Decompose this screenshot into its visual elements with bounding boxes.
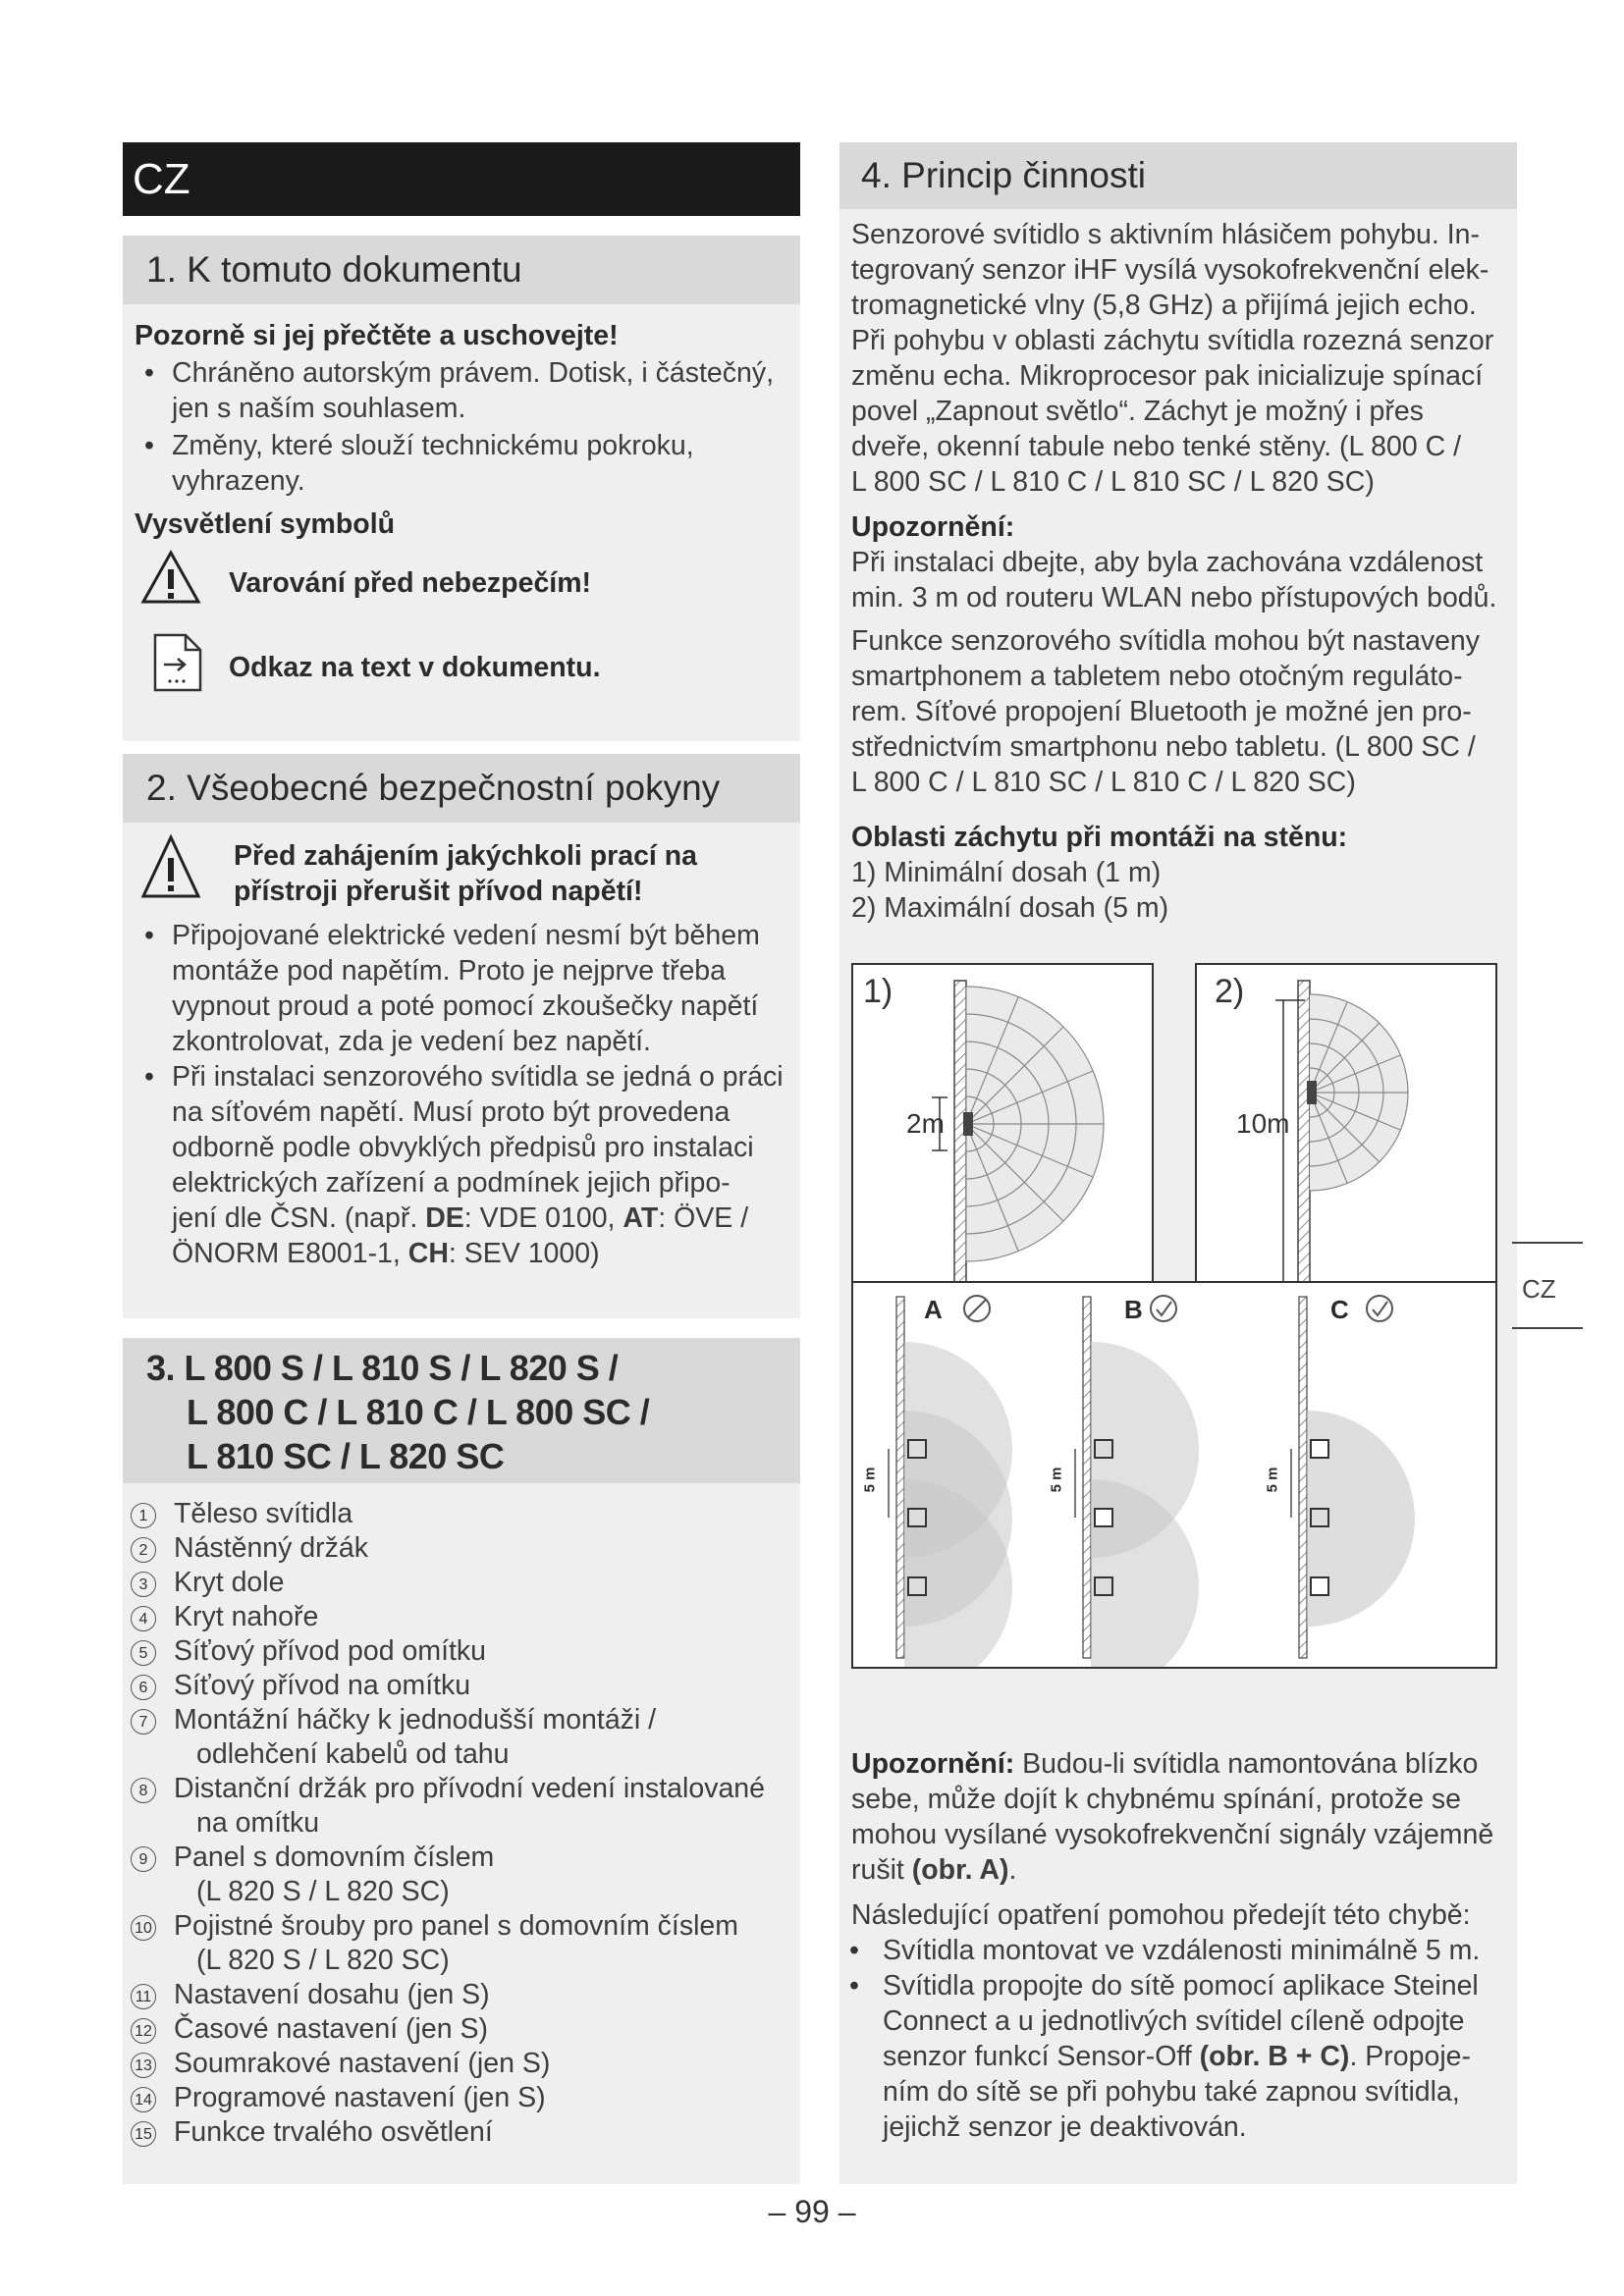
- section-1-intro: Pozorně si jej přečtěte a uschovejte!: [135, 320, 619, 351]
- section-1-bullets: [135, 355, 788, 499]
- warning-icon: [140, 834, 201, 904]
- item-number-icon: 14: [131, 2087, 156, 2112]
- section-models: [123, 1338, 800, 2184]
- item-number-icon: 11: [131, 1984, 156, 2009]
- list-item: [131, 1909, 792, 1978]
- item-text: odlehčení kabelů od tahu: [196, 1738, 510, 1770]
- radar-fan-icon: [966, 987, 1104, 1261]
- figure-interference: [851, 1281, 1497, 1669]
- document-reference-icon: [152, 632, 203, 698]
- item-text: Síťový přívod pod omítku: [174, 1635, 487, 1667]
- list-item: [131, 1772, 792, 1841]
- item-text: Časové nastavení (jen S): [174, 2013, 488, 2045]
- list-item: • Svítidla montovat ve vzdálenosti minimálně 5 m.: [839, 1933, 1517, 1968]
- list-item: [131, 1703, 792, 1772]
- list-item: [131, 1669, 792, 1703]
- symbols-title: Vysvětlení symbolů: [135, 508, 396, 540]
- list-item: [131, 2115, 792, 2150]
- item-number-icon: 1: [131, 1503, 156, 1528]
- item-number-icon: 3: [131, 1572, 156, 1597]
- distance-label-a: 5 m: [861, 1467, 879, 1493]
- list-item: [131, 1566, 792, 1600]
- list-item: • Svítidla propojte do sítě pomocí aplikace Steinel Connect a u jednotlivých svítidel cíleně odpojte senzor funkcí Sensor-Off (obr. B + C). Propoje- ním do sítě se při pohybu také zapnou svítidla, jejichž senzor je deaktivován.: [839, 1968, 1517, 2145]
- item-text: Montážní háčky k jednodušší montáži /: [174, 1704, 657, 1735]
- section-3-title: 3. L 800 S / L 810 S / L 820 S / L 800 C / L 810 C / L 800 SC / L 810 SC / L 820 SC: [123, 1338, 800, 1483]
- lang-header: [123, 142, 800, 216]
- interference-note: Upozornění: Budou-li svítidla namontována blízko sebe, může dojít k chybnému spínání, protože se mohou vysílané vysokofrekvenční signály vzájemně rušit (obr. A).: [851, 1748, 1494, 1886]
- list-item: [131, 1600, 792, 1634]
- item-text: Síťový přívod na omítku: [174, 1670, 471, 1701]
- figure-1-label: 1): [863, 973, 893, 1010]
- parts-list: [123, 1483, 800, 2150]
- list-item: • Chráněno autorským právem. Dotisk, i částečný, jen s naším souhlasem.: [135, 355, 788, 426]
- list-item: [131, 1497, 792, 1531]
- item-text: Kryt nahoře: [174, 1601, 319, 1632]
- item-text: Soumrakové nastavení (jen S): [174, 2048, 551, 2079]
- section-operating-principle: [839, 142, 1517, 2184]
- section-1-title: 1. K tomuto dokumentu: [123, 236, 800, 304]
- figure-2-height: 10m: [1236, 1108, 1290, 1139]
- detection-areas: Oblasti záchytu při montáži na stěnu: 1) Minimální dosah (1 m) 2) Maximální dosah (5 m): [851, 822, 1348, 924]
- symbol-warning-label: Varování před nebezpečím!: [229, 567, 592, 599]
- section-2-title: 2. Všeobecné bezpečnostní pokyny: [123, 754, 800, 823]
- item-text: Nastavení dosahu (jen S): [174, 1979, 490, 2010]
- list-item: • Připojované elektrické vedení nesmí být během montáže pod napětím. Proto je nejprve třeba vypnout proud a poté pomocí zkoušečky napětí zkontrolovat, zda je vedení bez napětí.: [135, 918, 792, 1059]
- item-text: na omítku: [196, 1807, 320, 1839]
- item-text: Distanční držák pro přívodní vedení instalované: [174, 1773, 766, 1804]
- item-number-icon: 8: [131, 1778, 156, 1803]
- item-text: Programové nastavení (jen S): [174, 2082, 546, 2113]
- safety-warning: Před zahájením jakýchkoli prací na přístroji přerušit přívod napětí!: [234, 840, 698, 907]
- distance-label-b: 5 m: [1048, 1467, 1065, 1493]
- item-number-icon: 6: [131, 1675, 156, 1700]
- item-text: Funkce trvalého osvětlení: [174, 2116, 493, 2148]
- item-text: Panel s domovním číslem: [174, 1842, 495, 1873]
- figure-b-label: B: [1124, 1295, 1143, 1324]
- bluetooth-paragraph: Funkce senzorového svítidla mohou být nastaveny smartphonem a tabletem nebo otočným reguláto- rem. Síťové propojení Bluetooth je možné jen pro- střednictvím smartphonu nebo tabletu. (L 800 SC / L 800 C / L 810 SC / L 810 C / L 820 SC): [851, 625, 1481, 798]
- section-safety: [123, 754, 800, 1318]
- list-item: [131, 1978, 792, 2012]
- section-4-title: 4. Princip činnosti: [839, 142, 1517, 209]
- item-text: Těleso svítidla: [174, 1498, 353, 1529]
- lang-header-label: CZ: [133, 155, 190, 203]
- item-text: Pojistné šrouby pro panel s domovním číslem: [174, 1910, 739, 1942]
- item-text: (L 820 S / L 820 SC): [196, 1876, 450, 1907]
- distance-label-c: 5 m: [1264, 1467, 1281, 1493]
- list-item: [131, 2081, 792, 2115]
- item-number-icon: 5: [131, 1640, 156, 1666]
- measures-intro: Následující opatření pomohou předejít této chybě:: [851, 1899, 1471, 1931]
- item-number-icon: 13: [131, 2053, 156, 2078]
- page-number: – 99 –: [768, 2194, 856, 2229]
- item-number-icon: 10: [131, 1915, 156, 1941]
- interference-diagram: [853, 1283, 1495, 1667]
- safety-bullets: [135, 918, 792, 1271]
- item-number-icon: 2: [131, 1537, 156, 1563]
- measures-list: [839, 1933, 1517, 2145]
- item-number-icon: 15: [131, 2121, 156, 2147]
- section-about-document: [123, 236, 800, 741]
- figure-2-label: 2): [1215, 973, 1245, 1010]
- side-tab-top-line: [1512, 1242, 1583, 1244]
- figure-1-height: 2m: [906, 1108, 945, 1139]
- list-item: [131, 1841, 792, 1909]
- list-item: [131, 1634, 792, 1669]
- list-item: • Změny, které slouží technickému pokroku, vyhrazeny.: [135, 428, 788, 499]
- item-number-icon: 7: [131, 1709, 156, 1735]
- item-text: (L 820 S / L 820 SC): [196, 1945, 450, 1976]
- check-icon: [1367, 1296, 1392, 1321]
- item-number-icon: 9: [131, 1846, 156, 1872]
- figure-c-label: C: [1330, 1295, 1349, 1324]
- item-number-icon: 4: [131, 1606, 156, 1631]
- item-text: Nástěnný držák: [174, 1532, 369, 1564]
- item-number-icon: 12: [131, 2018, 156, 2044]
- symbol-reference-label: Odkaz na text v dokumentu.: [229, 652, 601, 683]
- warning-icon: [140, 550, 201, 610]
- list-item: • Při instalaci senzorového svítidla se jedná o práci na síťovém napětí. Musí proto být provedena odborně podle obvyklých předpisů pro instalaci elektrických zařízení a podmínek jejich připo- jení dle ČSN. (např. DE: VDE 0100, AT: ÖVE / ÖNORM E8001-1, CH: SEV 1000): [135, 1059, 792, 1271]
- list-item: [131, 1531, 792, 1566]
- wlan-note: Upozornění: Při instalaci dbejte, aby byla zachována vzdálenost min. 3 m od routeru WLAN nebo přístupových bodů.: [851, 511, 1497, 614]
- principle-paragraph: Senzorové svítidlo s aktivním hlásičem pohybu. In- tegrovaný senzor iHF vysílá vysokofrekvenční elek- tromagnetické vlny (5,8 GHz) a přijímá jejich echo. Při pohybu v oblasti záchytu svítidla rozezná senzor změnu echa. Mikroprocesor pak inicializuje spínací povel „Zapnout světlo“. Záchyt je možný i přes dveře, okenní tabule nebo tenké stěny. (L 800 C / L 800 SC / L 810 C / L 810 SC / L 820 SC): [851, 219, 1494, 498]
- side-tab-bottom-line: [1512, 1327, 1583, 1329]
- list-item: [131, 2047, 792, 2081]
- side-tab-label: CZ: [1522, 1274, 1556, 1304]
- list-item: [131, 2012, 792, 2047]
- check-icon: [1151, 1296, 1176, 1321]
- figure-a-label: A: [924, 1295, 943, 1324]
- item-text: Kryt dole: [174, 1567, 285, 1598]
